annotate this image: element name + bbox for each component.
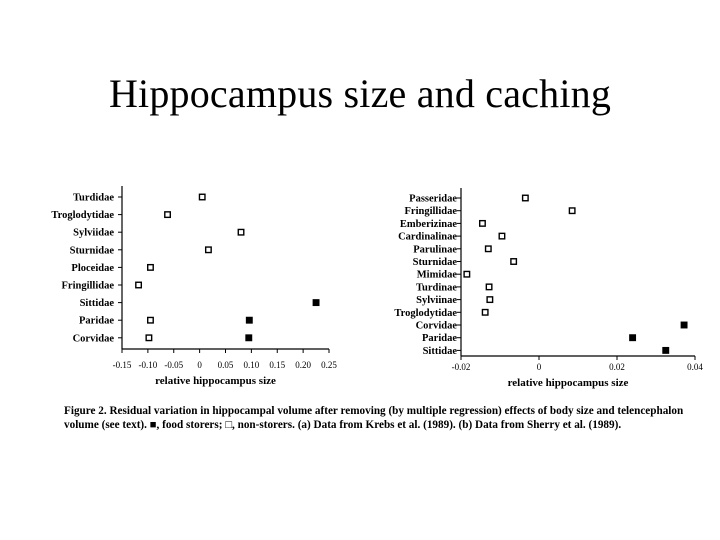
x-tick-label: 0 [536,362,542,372]
data-point-non-storer [487,297,493,303]
data-point-non-storer [523,195,529,201]
category-label: Corvidae [72,333,114,345]
data-point-storer [247,317,253,323]
chart-panel-a [51,186,337,387]
x-tick-label: 0.15 [269,360,286,370]
data-point-non-storer [136,282,142,288]
category-label: Fringillidae [404,206,457,218]
category-label: Sylviidae [73,227,114,239]
category-label: Mimidae [416,269,457,281]
category-label: Troglodytidae [51,210,114,222]
data-point-non-storer [482,310,488,316]
category-label: Sturnidae [412,257,457,268]
x-tick-label: 0.04 [687,362,703,372]
category-label: Passeridae [409,193,457,205]
data-point-non-storer [464,271,470,277]
data-point-non-storer [238,229,244,235]
category-label: Sittidae [422,345,457,357]
figure-caption: Figure 2. Residual variation in hippocampal volume after removing (by multiple regression) effects of body size and telencephalon volume (see text). ■, food storers; □, non-storers. (a) Data from Krebs et al. (1989). (b) Data from Sherry et al. (1989). [64,405,684,431]
category-label: Turdidae [72,192,114,204]
data-point-storer [681,322,687,328]
category-label: Turdinae [415,282,457,294]
x-tick-label: 0.20 [295,360,311,370]
data-point-non-storer [199,194,205,200]
slide-title: Hippocampus size and caching [108,71,612,116]
data-point-storer [630,335,636,341]
data-point-non-storer [486,246,492,252]
data-point-storer [313,300,319,306]
category-label: Fringillidae [61,280,114,292]
data-point-non-storer [165,212,171,218]
category-label: Sylviinae [416,295,457,307]
x-tick-label: -0.15 [112,360,132,370]
category-label: Troglodytidae [394,307,457,319]
x-axis-label: relative hippocampus size [507,377,629,389]
category-label: Paridae [79,315,114,327]
data-point-non-storer [480,221,486,227]
data-point-storer [246,335,252,341]
data-point-non-storer [569,208,575,214]
x-tick-label: 0 [197,360,202,370]
category-label: Sittidae [79,298,114,310]
category-label: Ploceidae [71,262,114,274]
category-label: Parulinae [413,244,457,256]
category-label: Paridae [422,333,457,345]
x-axis-label: relative hippocampus size [155,375,276,387]
data-point-storer [663,348,669,354]
chart-panel-b [394,188,703,389]
x-tick-label: -0.02 [451,362,471,372]
category-label: Emberizinae [399,218,457,230]
x-tick-label: 0.10 [243,360,260,370]
category-label: Sturnidae [69,245,114,257]
x-tick-label: 0.05 [217,360,234,370]
data-point-non-storer [499,233,505,239]
x-tick-label: 0.02 [609,362,625,372]
x-tick-label: -0.05 [164,360,184,370]
data-point-non-storer [486,284,492,290]
x-tick-label: -0.10 [138,360,158,370]
data-point-non-storer [148,317,154,323]
category-label: Corvidae [415,320,457,332]
x-tick-label: 0.25 [321,360,337,370]
data-point-non-storer [206,247,212,253]
data-point-non-storer [146,335,152,341]
data-point-non-storer [511,259,517,265]
data-point-non-storer [148,265,154,271]
category-label: Cardinalinae [398,231,457,243]
